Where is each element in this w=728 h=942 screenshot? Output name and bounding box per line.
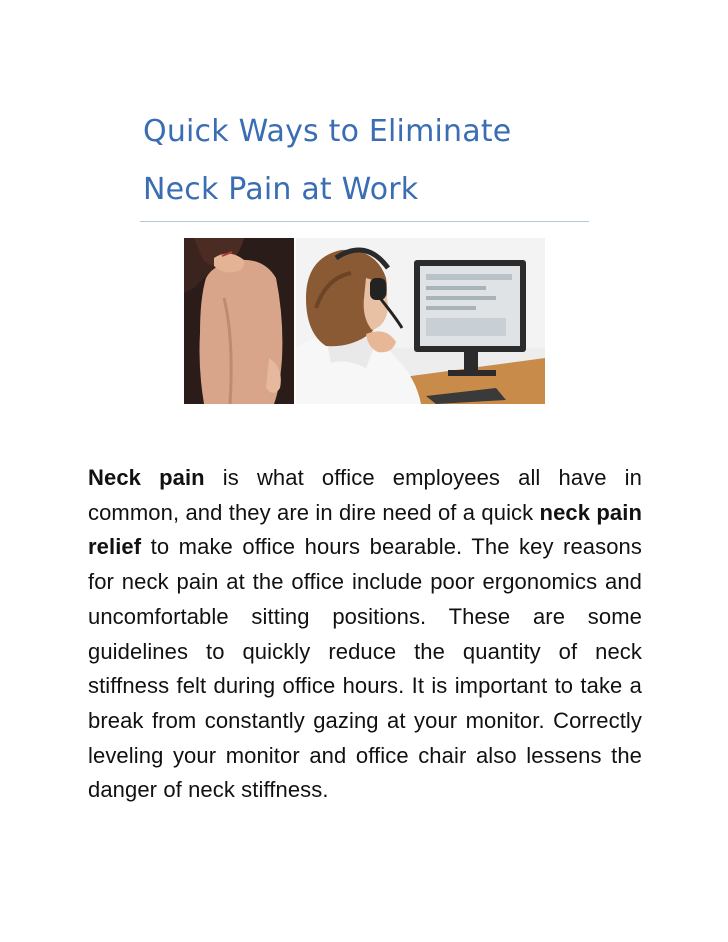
term-neck-pain-relief: neck pain relief [88,499,642,560]
title-line-2: Neck Pain at Work [143,172,419,207]
document-title [143,103,613,219]
woman-headset-computer-photo [296,238,545,404]
title-underline [140,221,589,222]
title-line-1: Quick Ways to Eliminate [143,114,512,149]
term-neck-pain: Neck pain [88,465,205,490]
body-paragraph [88,461,642,808]
paragraph-text-2: to make office hours bearable. The key reasons for neck pain at the office include poor ergonomics and uncomfortable sitting positions. These are some guidelines to quickly reduce the quantity of neck stiffness felt during office hours. It is important to take a break from constantly gazing at your monitor. Correctly leveling your monitor and office chair also lessens the danger of neck stiffness. [88,534,642,803]
paragraph-text-1: is what office employees all have in common, and they are in dire need of a quick [88,465,642,525]
woman-neck-pain-back-photo [184,238,294,404]
